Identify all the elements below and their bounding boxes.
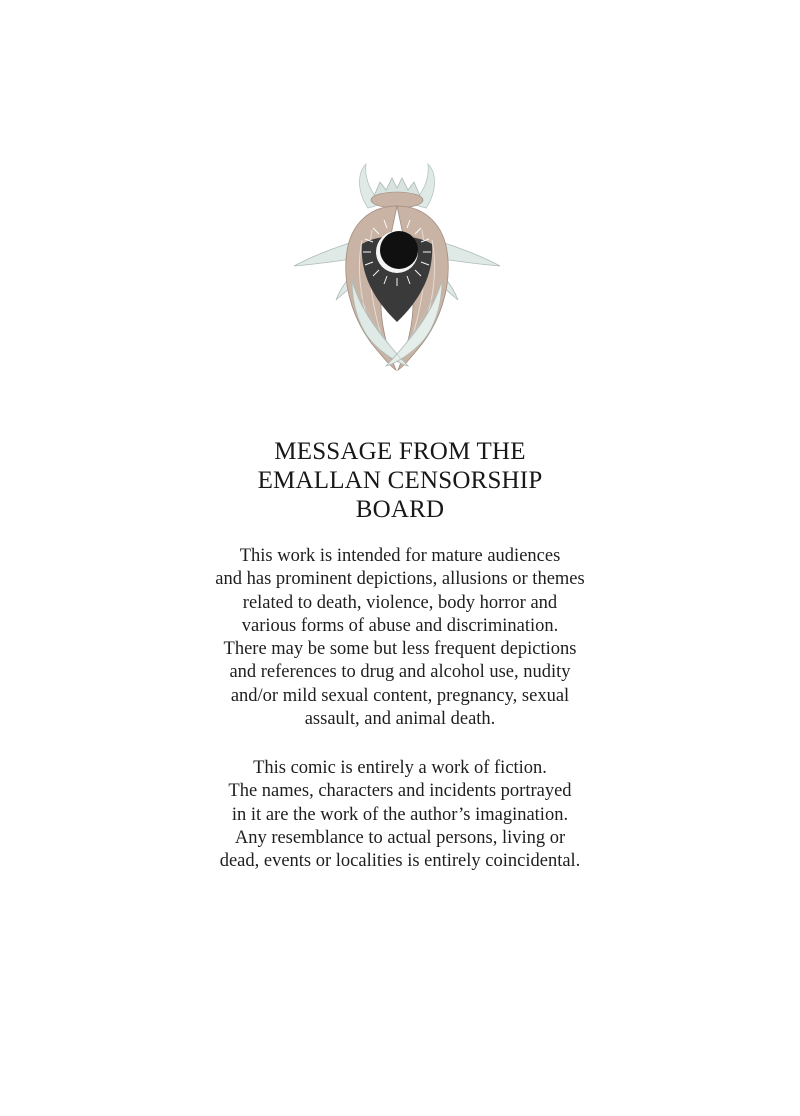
- notice-title: MESSAGE FROM THE EMALLAN CENSORSHIP BOARD: [257, 438, 543, 523]
- winged-eclipse-crest-icon: [290, 160, 504, 372]
- fiction-disclaimer-paragraph: This comic is entirely a work of fiction. The names, characters and incidents portrayed in it are the work of the author’s imagination. Any resemblance to actual persons, living or dead, events or localities is entirely coincidental.: [219, 758, 581, 872]
- eclipse-disk: [380, 231, 418, 269]
- content-warning-paragraph: This work is intended for mature audiences and has prominent depictions, allusions or themes related to death, violence, body horror and various forms of abuse and discrimination. There may be some but less frequent depictions and references to drug and alcohol use, nudity and/or mild sexual content, pregnancy, sexual assault, and animal death.: [215, 546, 585, 730]
